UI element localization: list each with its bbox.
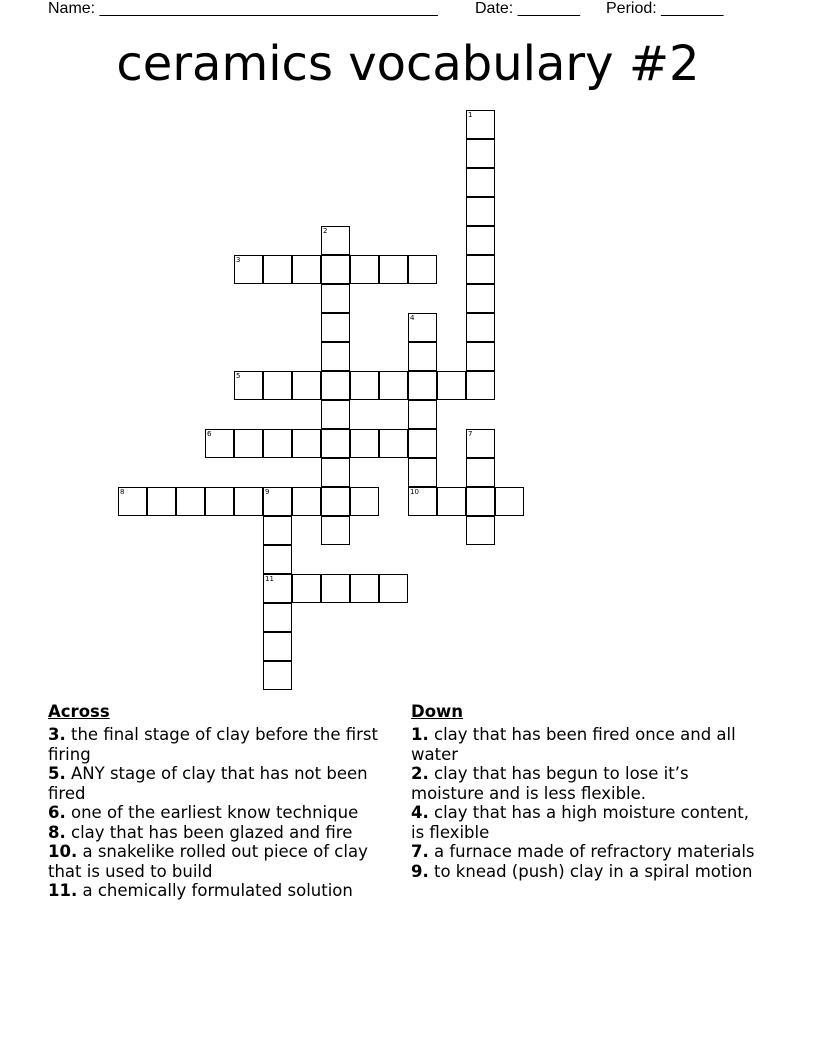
down-clue — [411, 803, 756, 842]
crossword-cell[interactable] — [466, 342, 495, 371]
crossword-cell[interactable] — [263, 255, 292, 284]
date-field[interactable]: Date: _______ — [475, 0, 580, 17]
cell-number: 3 — [236, 256, 241, 264]
crossword-cell[interactable] — [408, 487, 437, 516]
crossword-cell[interactable] — [205, 429, 234, 458]
down-clue — [411, 862, 756, 882]
crossword-cell[interactable] — [466, 313, 495, 342]
crossword-cell[interactable] — [234, 371, 263, 400]
crossword-cell[interactable] — [321, 226, 350, 255]
cell-number: 6 — [207, 430, 212, 438]
down-clue — [411, 842, 756, 862]
clue-number: 10. — [48, 842, 78, 861]
crossword-cell[interactable] — [292, 255, 321, 284]
clue-text: to knead (push) clay in a spiral motion — [434, 861, 753, 881]
across-clues — [48, 701, 403, 901]
across-clue — [48, 803, 403, 823]
clue-number: 9. — [411, 861, 429, 881]
crossword-cell[interactable] — [379, 429, 408, 458]
crossword-cell[interactable] — [292, 574, 321, 603]
across-clue — [48, 823, 403, 843]
crossword-cell[interactable] — [466, 197, 495, 226]
down-clue — [411, 764, 756, 803]
crossword-cell[interactable] — [350, 429, 379, 458]
crossword-cell[interactable] — [321, 284, 350, 313]
crossword-cell[interactable] — [321, 371, 350, 400]
cell-number: 4 — [410, 314, 415, 322]
cell-number: 8 — [120, 488, 125, 496]
crossword-cell[interactable] — [263, 574, 292, 603]
clue-text: clay that has been fired once and all water — [411, 725, 736, 764]
clue-text: one of the earliest know technique — [71, 803, 359, 822]
crossword-cell[interactable] — [263, 516, 292, 545]
down-clues — [411, 701, 756, 881]
crossword-cell[interactable] — [466, 255, 495, 284]
clue-text: a snakelike rolled out piece of clay that is used to build — [48, 842, 368, 881]
crossword-cell[interactable] — [263, 661, 292, 690]
crossword-cell[interactable] — [408, 313, 437, 342]
crossword-cell[interactable] — [292, 487, 321, 516]
crossword-cell[interactable] — [466, 226, 495, 255]
crossword-cell[interactable] — [408, 342, 437, 371]
crossword-cell[interactable] — [408, 400, 437, 429]
crossword-cell[interactable] — [379, 574, 408, 603]
across-clue — [48, 842, 403, 881]
crossword-cell[interactable] — [263, 632, 292, 661]
crossword-cell[interactable] — [466, 139, 495, 168]
name-field[interactable]: Name: ______________________________________ — [48, 0, 438, 17]
cell-number: 10 — [410, 488, 419, 496]
crossword-cell[interactable] — [408, 458, 437, 487]
crossword-cell[interactable] — [292, 429, 321, 458]
crossword-cell[interactable] — [350, 255, 379, 284]
cell-number: 11 — [265, 575, 274, 583]
crossword-cell[interactable] — [466, 168, 495, 197]
crossword-cell[interactable] — [321, 487, 350, 516]
clue-text: clay that has been glazed and fire — [71, 822, 353, 842]
cell-number: 9 — [265, 488, 270, 496]
crossword-cell[interactable] — [321, 458, 350, 487]
down-heading: Down — [411, 702, 464, 721]
across-clue — [48, 725, 403, 764]
crossword-cell[interactable] — [321, 429, 350, 458]
crossword-cell[interactable] — [234, 429, 263, 458]
clue-text: a furnace made of refractory materials — [434, 842, 755, 861]
cell-number: 2 — [323, 227, 328, 235]
crossword-cell[interactable] — [321, 400, 350, 429]
crossword-cell[interactable] — [466, 516, 495, 545]
crossword-cell[interactable] — [176, 487, 205, 516]
cell-number: 5 — [236, 372, 241, 380]
crossword-cell[interactable] — [234, 487, 263, 516]
down-clue — [411, 725, 756, 764]
crossword-cell[interactable] — [379, 255, 408, 284]
crossword-cell[interactable] — [321, 574, 350, 603]
crossword-cell[interactable] — [408, 371, 437, 400]
crossword-cell[interactable] — [292, 371, 321, 400]
student-info-header — [48, 0, 738, 20]
crossword-cell[interactable] — [263, 545, 292, 574]
crossword-cell[interactable] — [466, 371, 495, 400]
crossword-cell[interactable] — [321, 342, 350, 371]
across-clue — [48, 764, 403, 803]
clue-number: 4. — [411, 803, 429, 822]
clue-number: 3. — [48, 725, 66, 744]
clue-number: 11. — [48, 881, 78, 900]
crossword-cell[interactable] — [263, 429, 292, 458]
across-heading: Across — [48, 702, 110, 721]
clue-text: ANY stage of clay that has not been fired — [48, 764, 368, 803]
crossword-cell[interactable] — [495, 487, 524, 516]
crossword-cell[interactable] — [466, 429, 495, 458]
crossword-cell[interactable] — [466, 284, 495, 313]
crossword-cell[interactable] — [118, 487, 147, 516]
crossword-cell[interactable] — [350, 487, 379, 516]
clue-text: a chemically formulated solution — [82, 881, 353, 900]
crossword-cell[interactable] — [350, 574, 379, 603]
cell-number: 1 — [468, 111, 473, 119]
crossword-cell[interactable] — [263, 371, 292, 400]
clue-number: 1. — [411, 725, 429, 744]
clue-number: 5. — [48, 764, 66, 783]
crossword-cell[interactable] — [466, 458, 495, 487]
crossword-cell[interactable] — [466, 110, 495, 139]
crossword-cell[interactable] — [321, 313, 350, 342]
clue-text: clay that has a high moisture content, is flexible — [411, 803, 750, 842]
crossword-cell[interactable] — [379, 371, 408, 400]
page-title: ceramics vocabulary #2 — [116, 36, 700, 92]
clue-text: the final stage of clay before the first firing — [48, 725, 378, 764]
crossword-cell[interactable] — [263, 603, 292, 632]
crossword-cell[interactable] — [408, 255, 437, 284]
crossword-cell[interactable] — [147, 487, 176, 516]
crossword-cell[interactable] — [437, 487, 466, 516]
period-field[interactable]: Period: _______ — [606, 0, 724, 17]
cell-number: 7 — [468, 430, 473, 438]
crossword-cell[interactable] — [321, 516, 350, 545]
across-clue — [48, 881, 403, 901]
crossword-cell[interactable] — [205, 487, 234, 516]
crossword-cell[interactable] — [466, 487, 495, 516]
clue-number: 7. — [411, 842, 429, 861]
crossword-cell[interactable] — [350, 371, 379, 400]
crossword-cell[interactable] — [234, 255, 263, 284]
crossword-cell[interactable] — [321, 255, 350, 284]
crossword-cell[interactable] — [263, 487, 292, 516]
crossword-cell[interactable] — [437, 371, 466, 400]
clue-text: clay that has begun to lose it’s moisture and is less flexible. — [411, 764, 689, 803]
crossword-cell[interactable] — [408, 429, 437, 458]
clue-number: 6. — [48, 803, 66, 822]
clue-number: 8. — [48, 822, 66, 842]
clue-number: 2. — [411, 764, 429, 783]
